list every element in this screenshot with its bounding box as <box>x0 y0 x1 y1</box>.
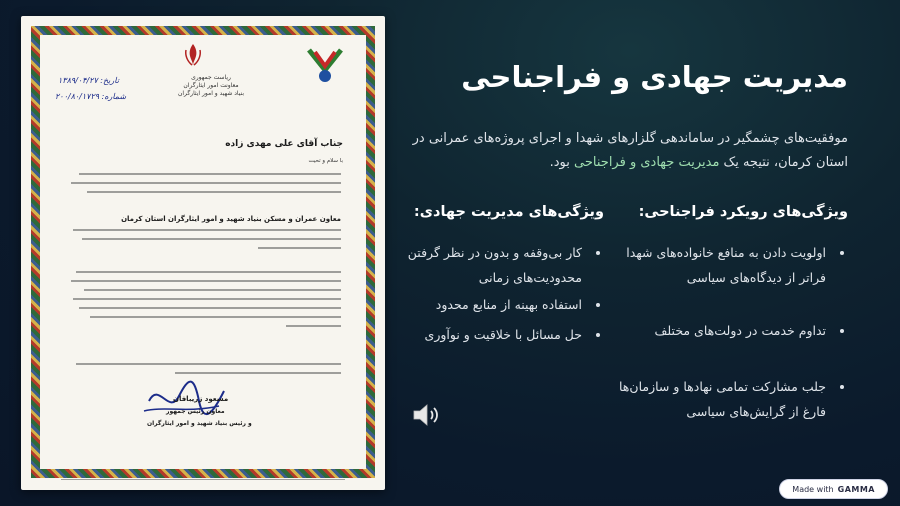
doc-greeting: با سلام و تحیت <box>308 158 343 164</box>
doc-signer-org: و رئیس بنیاد شهید و امور ایثارگران <box>147 420 252 427</box>
doc-signer-title: معاون رئیس جمهور <box>166 408 225 415</box>
slide-title: مدیریت جهادی و فراجناحی <box>461 60 848 94</box>
list-item: تداوم خدمت در دولت‌های مختلف <box>606 318 848 343</box>
non-partisan-heading: ویژگی‌های رویکرد فراجناحی: <box>638 204 848 220</box>
speaker-icon[interactable] <box>411 402 441 428</box>
made-with-gamma-badge[interactable] <box>779 479 888 499</box>
iran-emblem-icon <box>181 42 205 68</box>
doc-body-paragraph-3 <box>65 264 341 334</box>
jihadi-management-section <box>404 204 604 342</box>
certificate-image <box>21 16 385 490</box>
intro-paragraph <box>398 127 848 175</box>
doc-body-paragraph-1 <box>65 166 341 200</box>
doc-signer-name: مسعود زریبافان <box>173 395 229 403</box>
intro-text-1: موفقیت‌های چشمگیر در ساماندهی گلزارهای شهدا و اجرای پروژه‌های عمرانی در استان کرمان، نتیجه یک <box>412 131 848 170</box>
badge-brand: GAMMA <box>837 484 875 494</box>
list-item: اولویت دادن به منافع خانواده‌های شهدا فراتر از دیدگاه‌های سیاسی <box>606 240 848 290</box>
martyr-foundation-logo-icon <box>301 40 349 88</box>
doc-number: ۲۰۰/۸۰/۱۷۲۹ :شماره <box>55 92 127 101</box>
intro-text-2: بود. <box>549 155 575 170</box>
doc-body-paragraph-2 <box>65 222 341 256</box>
badge-prefix: Made with <box>792 484 834 494</box>
intro-highlight: مدیریت جهادی و فراجناحی <box>574 155 720 170</box>
jihadi-management-heading: ویژگی‌های مدیریت جهادی: <box>413 204 604 220</box>
list-item: کار بی‌وقفه و بدون در نظر گرفتن محدودیت‌های زمانی <box>382 240 604 290</box>
list-item: حل مسائل با خلاقیت و نوآوری <box>382 322 604 347</box>
list-item: استفاده بهینه از منابع محدود <box>382 292 604 317</box>
doc-header: ریاست جمهوری معاونت امور ایثارگران بنیاد شهید و امور ایثارگران <box>177 74 245 97</box>
doc-date: ۱۳۸۹/۰۴/۲۷ :تاریخ <box>58 76 119 85</box>
doc-bold-line: معاون عمران و مسکن بنیاد شهید و امور ایثارگران استان کرمان <box>121 215 341 223</box>
list-item: جلب مشارکت تمامی نهادها و سازمان‌ها فارغ از گرایش‌های سیاسی <box>606 374 848 424</box>
non-partisan-section <box>618 204 848 419</box>
doc-salutation: جناب آقای علی مهدی زاده <box>225 139 343 149</box>
doc-footer <box>61 479 345 480</box>
